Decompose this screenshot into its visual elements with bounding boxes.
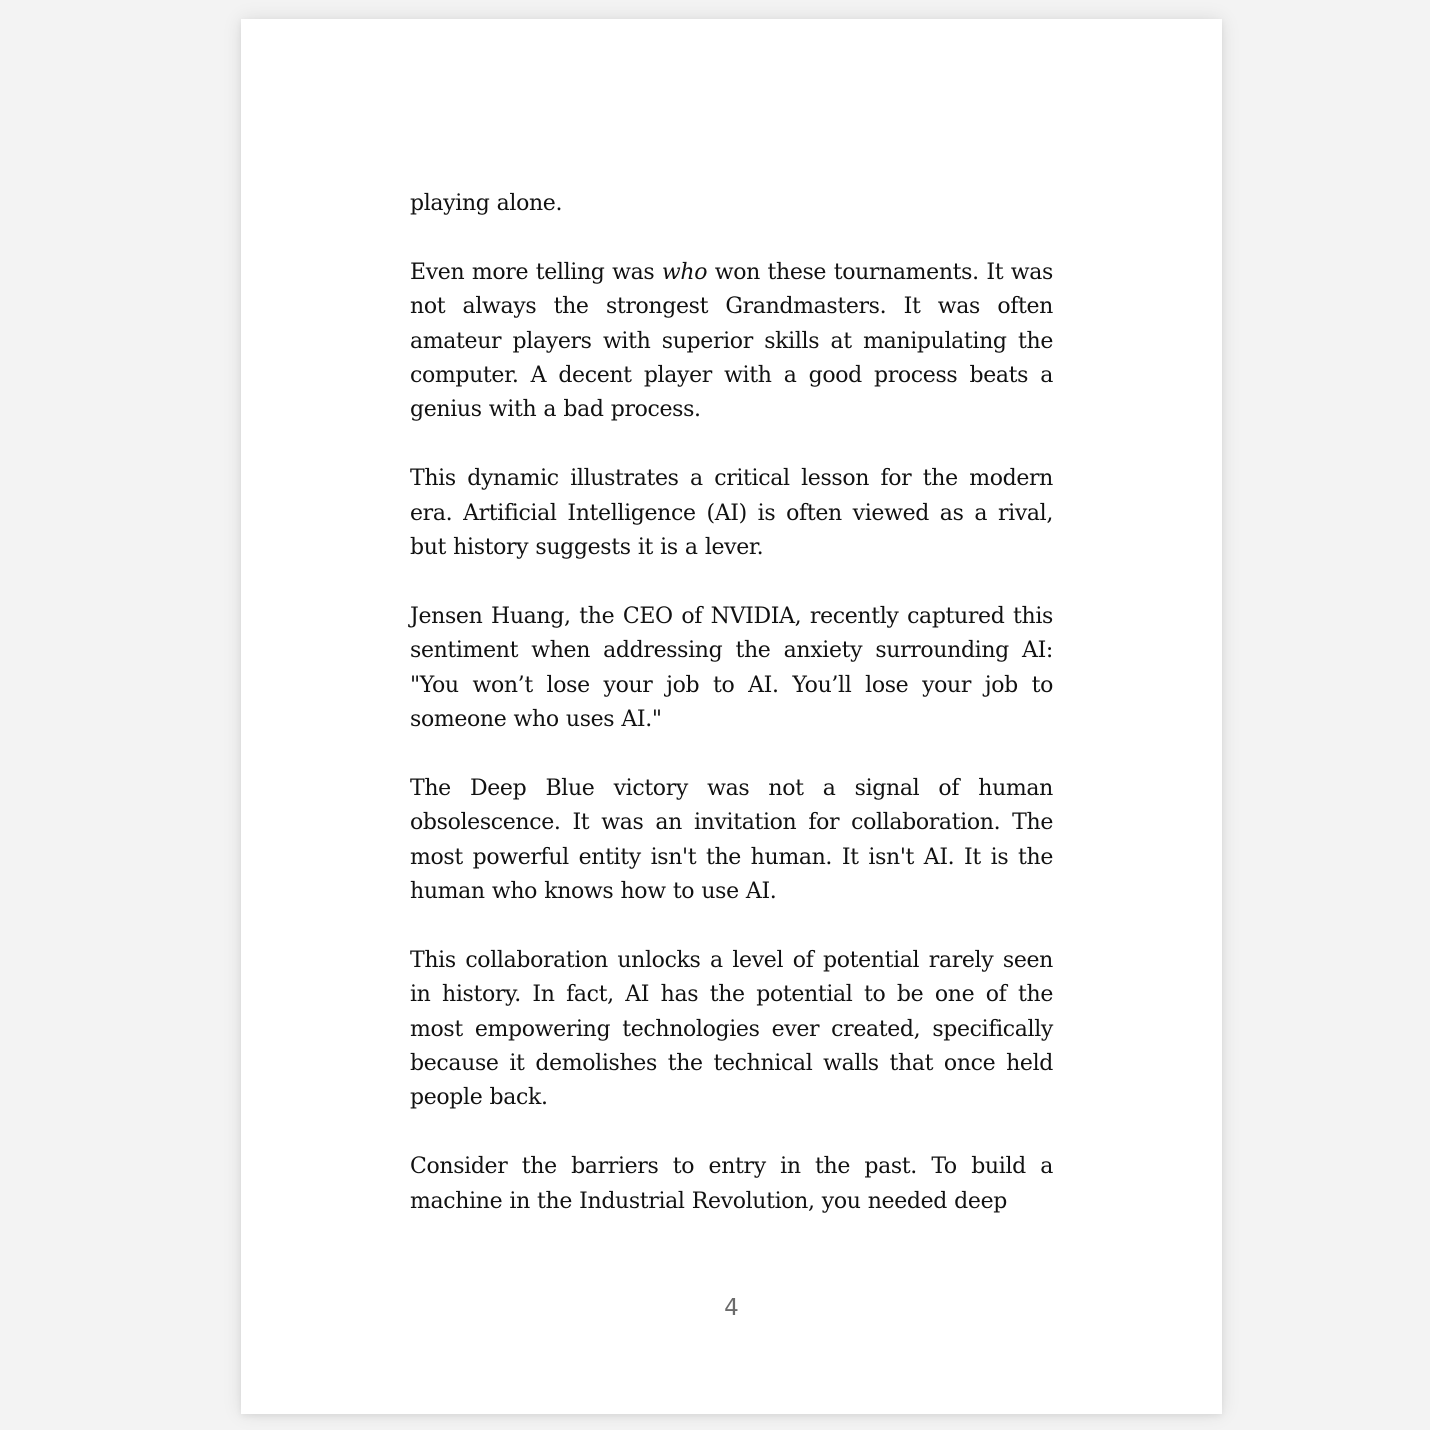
emphasis-who: who <box>661 259 708 285</box>
text-column <box>410 187 1053 1219</box>
paragraph-1: playing alone. <box>410 191 563 216</box>
paragraph-2-rest: won these tournaments. It was not always the strongest Grandmasters. It was often amateur players with superior skills at manipulating the computer. A decent player with a good process beats a genius with a bad process. <box>410 259 1053 423</box>
document-page <box>241 19 1222 1414</box>
paragraph-7: Consider the barriers to entry in the past. To build a machine in the Industrial Revolution, you needed deep <box>410 1154 1053 1214</box>
page-number: 4 <box>724 1295 739 1321</box>
paragraph-4: Jensen Huang, the CEO of NVIDIA, recently captured this sentiment when addressing the anxiety surrounding AI: "You won’t lose your job to AI. You’ll lose your job to someone who uses AI." <box>410 603 1053 733</box>
paragraph-5: The Deep Blue victory was not a signal of human obsolescence. It was an invitation for collaboration. The most powerful entity isn't the human. It isn't AI. It is the human who knows how to use AI. <box>410 775 1053 905</box>
paragraph-2 <box>410 256 1053 428</box>
paragraph-3: This dynamic illustrates a critical lesson for the modern era. Artificial Intelligence (AI) is often viewed as a rival, but history suggests it is a lever. <box>410 466 1053 561</box>
paragraph-6: This collaboration unlocks a level of potential rarely seen in history. In fact, AI has the potential to be one of the most empowering technologies ever created, specifically because it demolishes the technical walls that once held people back. <box>410 947 1053 1111</box>
paragraph-2-lead: Even more telling was <box>410 259 662 285</box>
